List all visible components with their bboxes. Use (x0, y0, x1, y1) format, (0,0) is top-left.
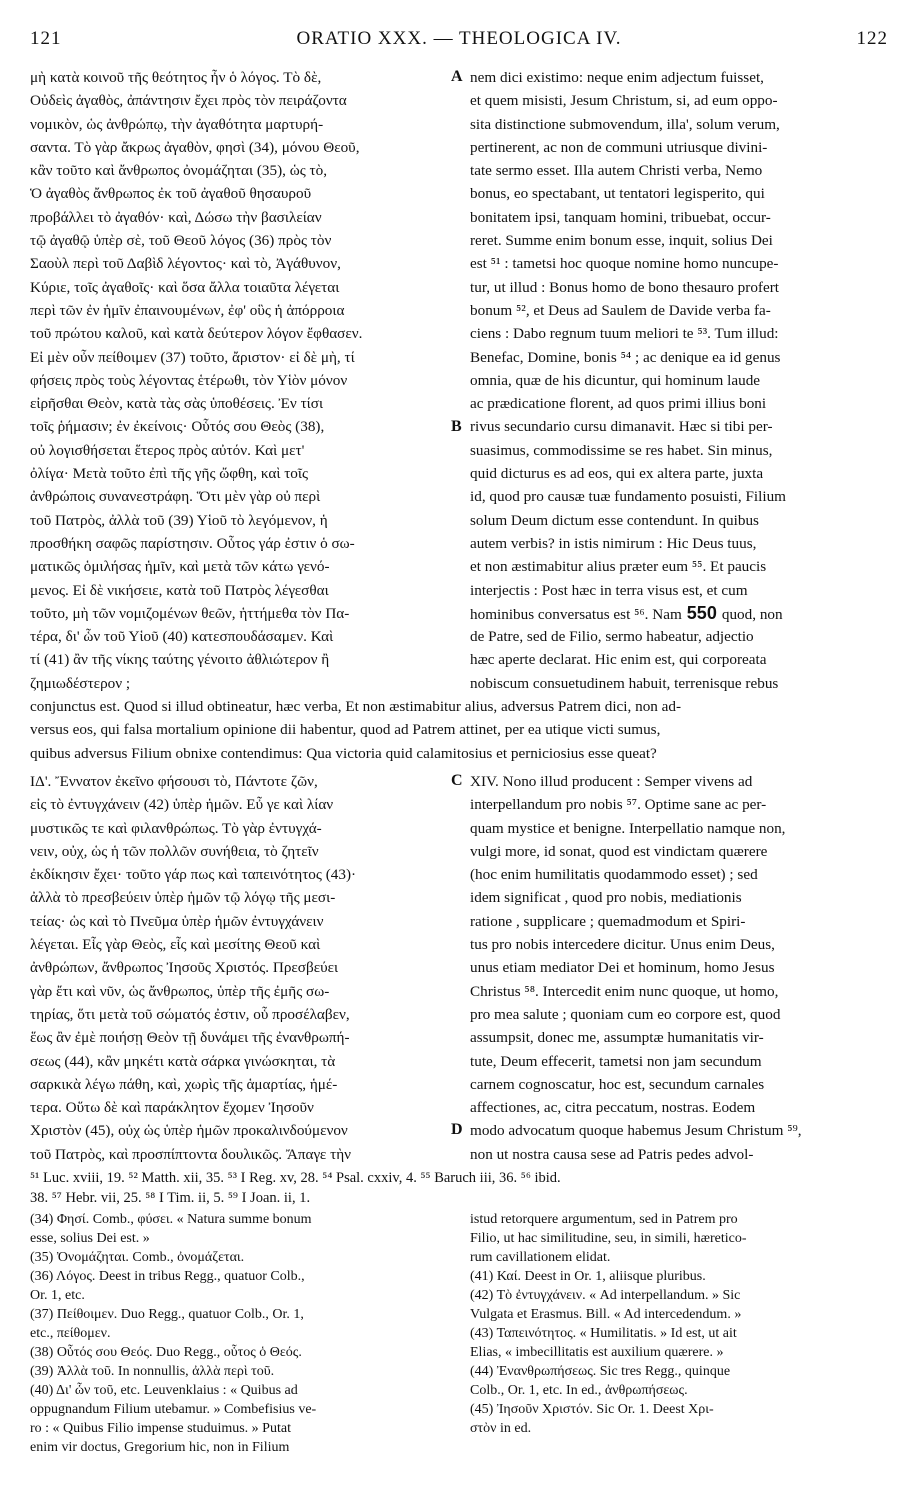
latin-text-line: bonum ⁵², et Deus ad Saulem de Davide verba fa- (470, 301, 771, 319)
greek-text-line: τί (41) ἂν τῆς νίκης ταύτης γένοιτο ἀθλιώτερον ἢ (30, 651, 330, 669)
footnote-line: istud retorquere argumentum, sed in Patrem pro (470, 1212, 738, 1227)
footnote-line: esse, solius Dei est. » (30, 1231, 150, 1246)
greek-text-line: τερα. Οὕτω δὲ καὶ παράκλητον ἔχομεν Ἰησοῦν (30, 1099, 314, 1117)
greek-text-line: μενος. Εἰ δὲ νικήσειε, κατὰ τοῦ Πατρὸς λέγεσθαι (30, 581, 329, 599)
latin-text-line: ciens : Dabo regnum tuum meliori te ⁵³. Tum illud: (470, 325, 779, 343)
greek-text-line: περὶ τῶν ἐν ἡμῖν ἐπαινουμένων, ἐφ' οὓς ἡ ἀπόρροια (30, 301, 345, 319)
latin-text-line: non ut nostra causa sese ad Patris pedes advol- (470, 1145, 754, 1163)
latin-text-line: interjectis : Post hæc in terra visus est, et cum (470, 581, 748, 599)
footnote-line: enim vir doctus, Gregorium hic, non in Filium (30, 1440, 290, 1455)
latin-text-line: nem dici existimo: neque enim adjectum fuisset, (470, 69, 764, 86)
latin-text-fragment: quod, non (721, 605, 783, 623)
latin-text-line: carnem cognoscatur, hoc est, secundum carnales (470, 1075, 765, 1093)
latin-text-line: ac prædicatione florent, ad quos primi illius boni (470, 395, 767, 413)
greek-text-line: ἐκδίκησιν ἔχει· τοῦτο γάρ πως καὶ ταπεινότητος (43)· (30, 866, 357, 884)
greek-text-line: μυστικῶς τε καὶ φιλανθρώπως. Τὸ γὰρ ἐντυγχά- (30, 819, 322, 837)
greek-text-line: Χριστὸν (45), οὐχ ὡς ὑπὲρ ἡμῶν προκαλινδούμενον (30, 1122, 348, 1140)
latin-text-line: tur, ut illud : Bonus homo de bono thesauro profert (470, 278, 780, 296)
latin-text-line: tute, Deum effecerit, tametsi non jam secundum (470, 1052, 762, 1070)
greek-text-line: ἕως ἂν ἐμὲ ποιήσῃ Θεὸν τῇ δυνάμει τῆς ἐνανθρωπή- (30, 1029, 350, 1047)
greek-text-line: προβάλλει τὸ ἀγαθόν· καὶ, Δώσω τὴν βασιλείαν (30, 208, 322, 226)
greek-text-line: ὀλίγα· Μετὰ τοῦτο ἐπὶ τῆς γῆς ὤφθη, καὶ τοῖς (30, 465, 308, 483)
latin-text-line: de Patre, sed de Filio, sermo habeatur, adjectio (470, 628, 754, 646)
latin-column-1 (470, 66, 885, 695)
greek-text-line: τοῖς ῥήμασιν; ἐν ἐκείνοις· Οὗτός σου Θεὸς (38), (30, 418, 325, 436)
column-number: 550 (681, 602, 722, 623)
latin-text-line: unus etiam mediator Dei et hominum, homo Jesus (470, 959, 775, 977)
footnote-line: (39) Ἀλλὰ τοῦ. In nonnullis, ἀλλὰ περὶ τοῦ. (30, 1364, 275, 1379)
footnote-line: (44) Ἐνανθρωπήσεως. Sic tres Regg., quinque (470, 1364, 731, 1379)
greek-text-line: Ὁ ἀγαθὸς ἄνθρωπος ἐκ τοῦ ἀγαθοῦ θησαυροῦ (30, 185, 312, 203)
greek-text-line: Κύριε, τοῖς ἀγαθοῖς· καὶ ὅσα ἄλλα τοιαῦτα λέγεται (30, 278, 340, 296)
latin-text-line: tate sermo esset. Illa autem Christi verba, Nemo (470, 162, 763, 180)
greek-text-line: ἀνθρώποις συνανεστράφη. Ὅτι μὲν γὰρ οὐ περὶ (30, 488, 321, 506)
latin-text-line: pro mea salute ; quoniam cum eo corpore est, quod (470, 1005, 781, 1023)
greek-text-line: κἂν τοῦτο καὶ ἄνθρωπος ὀνομάζηται (35), ὡς τὸ, (30, 162, 328, 180)
latin-text-line: quam mystice et benigne. Interpellatio namque non, (470, 819, 786, 837)
greek-text-line: οὐ λογισθήσεται ἕτερος πρὸς αὐτόν. Καὶ μετ' (30, 441, 305, 459)
greek-text-line: σεως (44), κἂν μηκέτι κατὰ σάρκα γινώσκηται, τὰ (30, 1052, 336, 1070)
latin-text-line: assumpsit, donec me, assumptæ humanitatis vir- (470, 1029, 764, 1047)
page-number-right: 122 (856, 28, 888, 49)
greek-text-line: τῷ ἀγαθῷ ὑπὲρ σὲ, τοῦ Θεοῦ λόγος (36) πρὸς τὸν (30, 232, 332, 250)
footnote-line: Or. 1, etc. (30, 1288, 85, 1303)
footnote-line: στὸν in ed. (470, 1421, 532, 1436)
greek-text-line: ζημιωδέστερον ; (30, 674, 131, 692)
footnote-line: Vulgata et Erasmus. Bill. « Ad intercedendum. » (470, 1307, 742, 1322)
greek-text-line: Σαοὺλ περὶ τοῦ Δαβὶδ λέγοντος· καὶ τὸ, Ἀγάθυνον, (30, 255, 341, 273)
footnote-line: (37) Πείθοιμεν. Duo Regg., quatuor Colb., Or. 1, (30, 1307, 304, 1322)
full-width-text-line: versus eos, qui falsa mortalium opinione dii habentur, quod ad Patrem attinet, per ea utique victi sumus, (30, 721, 661, 739)
greek-text-line: ΙΔ'. Ἔννατον ἐκεῖνο φήσουσι τὸ, Πάντοτε ζῶν, (30, 773, 318, 790)
latin-text-line: reret. Summe enim bonum esse, inquit, solius Dei (470, 232, 773, 250)
latin-text-line: ratione , supplicare ; quemadmodum et Spiri- (470, 912, 746, 930)
margin-marker-c: C (451, 772, 463, 789)
greek-text-line: τοῦ Πατρὸς, καὶ προσπίπτοντα δουλικῶς. Ἄπαγε τὴν (30, 1145, 352, 1163)
latin-text-line: solum Deum dictum esse contendunt. In quibus (470, 511, 759, 529)
latin-text-line: et quem misisti, Jesum Christum, si, ad eum oppo- (470, 92, 778, 110)
scripture-reference-line: ⁵¹ Luc. xviii, 19. ⁵² Matth. xii, 35. ⁵³ I Reg. xv, 28. ⁵⁴ Psal. cxxiv, 4. ⁵⁵ Baruch iii, 36. ⁵⁶ ibid. (30, 1170, 561, 1186)
latin-text-line: et non æstimabitur alius præter eum ⁵⁵. Et paucis (470, 558, 767, 576)
latin-text-line: bonitatem ipsi, tanquam homini, tribuebat, occur- (470, 208, 771, 226)
running-title: ORATIO XXX. — THEOLOGICA IV. (296, 28, 622, 49)
greek-text-line: λέγεται. Εἷς γὰρ Θεὸς, εἷς καὶ μεσίτης Θεοῦ καὶ (30, 936, 321, 954)
greek-text-line: φήσεις πρὸς τοὺς λέγοντας ἑτέρωθι, τὸν Υἱὸν μόνον (30, 371, 348, 389)
full-width-text-line: quibus adversus Filium obnixe contendimus: Qua victoria quid calamitosius et perniciosius esse queat? (30, 744, 657, 762)
latin-text-line: pertinerent, ac non de communi utriusque divini- (470, 138, 768, 156)
footnote-line: rum cavillationem elidat. (470, 1250, 611, 1265)
greek-text-line: νειν, οὐχ, ὡς ἡ τῶν πολλῶν συνήθεια, τὸ ζητεῖν (30, 842, 319, 860)
footnote-line: oppugnandum Filium utebamur. » Combefisius ve- (30, 1402, 317, 1417)
greek-text-line: ματικῶς ὁμιλήσας ἡμῖν, καὶ μετὰ τῶν κάτω γενό- (30, 558, 330, 576)
footnote-line: (43) Ταπεινότητος. « Humilitatis. » Id est, ut ait (470, 1326, 737, 1341)
greek-text-line: εἰρῆσθαι Θεὸν, κατὰ τὰς σὰς ὑποθέσεις. Ἐν τίσι (30, 395, 324, 413)
latin-text-line: autem verbis? in istis nimirum : Hic Deus tuus, (470, 534, 757, 552)
greek-column-2 (30, 770, 448, 1166)
page-number-left: 121 (30, 28, 62, 49)
scripture-reference-line: 38. ⁵⁷ Hebr. vii, 25. ⁵⁸ I Tim. ii, 5. ⁵⁹ I Joan. ii, 1. (30, 1190, 311, 1206)
greek-text-line: τοῦ Πατρὸς, ἀλλὰ τοῦ (39) Υἱοῦ τὸ λεγόμενον, ἡ (30, 511, 328, 529)
latin-text-line: id, quod pro causæ tuæ fundamento posuisti, Filium (470, 488, 786, 506)
latin-text-line: tus pro nobis intercedere dicitur. Unus enim Deus, (470, 936, 775, 954)
latin-text-line: XIV. Nono illud producent : Semper vivens ad (470, 773, 753, 790)
latin-text-line: Christus ⁵⁸. Intercedit enim nunc quoque, ut homo, (470, 982, 779, 1000)
greek-text-line: Εἰ μὲν οὖν πείθοιμεν (37) τοῦτο, ἄριστον· εἰ δὲ μὴ, τί (30, 348, 355, 366)
latin-text-line: idem significat , quod pro nobis, mediationis (470, 889, 742, 907)
footnote-line: Filio, ut hac similitudine, seu, in simili, hæretico- (470, 1231, 747, 1246)
latin-text-line: Benefac, Domine, bonis ⁵⁴ ; ac denique ea id genus (470, 348, 781, 366)
margin-marker-b: B (451, 418, 462, 435)
greek-text-line: τηρίας, ὅτι μετὰ τοῦ σώματός ἐστιν, οὗ προσέλαβεν, (30, 1005, 350, 1023)
latin-text-line: (hoc enim humilitatis quodammodo esset) ; sed (470, 866, 758, 884)
greek-text-line: εἰς τὸ ἐντυγχάνειν (42) ὑπὲρ ἡμῶν. Εὖ γε καὶ λίαν (30, 796, 334, 814)
latin-text-line: interpellandum pro nobis ⁵⁷. Optime sane ac per- (470, 796, 767, 814)
latin-column-2 (470, 770, 885, 1166)
footnote-line: (35) Ὀνομάζηται. Comb., ὀνομάζεται. (30, 1250, 245, 1265)
latin-text-line: est ⁵¹ : tametsi hoc quoque nomine homo nuncupe- (470, 255, 779, 273)
footnote-line: (42) Τὸ ἐντυγχάνειν. « Ad interpellandum. » Sic (470, 1288, 741, 1303)
greek-text-line: τείας· ὡς καὶ τὸ Πνεῦμα ὑπὲρ ἡμῶν ἐντυγχάνειν (30, 912, 324, 930)
latin-text-line: affectiones, ac, citra peccatum, nostras. Eodem (470, 1099, 756, 1117)
greek-text-line: μὴ κατὰ κοινοῦ τῆς θεότητος ἦν ὁ λόγος. Τὸ δὲ, (30, 69, 322, 86)
footnote-line: (40) Δι' ὧν τοῦ, etc. Leuvenklaius : « Quibus ad (30, 1383, 298, 1398)
latin-full-width-text (30, 695, 885, 765)
latin-text-line: bonus, eo spectabant, ut tentatori legisperito, qui (470, 185, 765, 203)
greek-text-line: γὰρ ἔτι καὶ νῦν, ὡς ἄνθρωπος, ὑπὲρ τῆς ἐμῆς σω- (30, 982, 330, 1000)
greek-text-line: προσθήκη σαφῶς παρίστησιν. Οὗτος γάρ ἐστιν ὁ σω- (30, 534, 355, 552)
footnote-line: (45) Ἰησοῦν Χριστόν. Sic Or. 1. Deest Χρι- (470, 1402, 714, 1417)
footnote-line: (38) Οὗτός σου Θεός. Duo Regg., οὗτος ὁ Θεός. (30, 1345, 302, 1360)
footnote-line: Colb., Or. 1, etc. In ed., ἀνθρωπήσεως. (470, 1383, 688, 1398)
latin-text-line: nobiscum consuetudinem habuit, terrenisque rebus (470, 674, 779, 692)
greek-text-line: σαντα. Τὸ γὰρ ἄκρως ἀγαθὸν, φησὶ (34), μόνου Θεοῦ, (30, 138, 360, 156)
footnote-line: etc., πείθομεν. (30, 1326, 111, 1341)
footnote-line: ro : « Quibus Filio impense studuimus. » Putat (30, 1421, 291, 1436)
latin-text-line: suasimus, commodissime se res habet. Sin minus, (470, 441, 773, 459)
footnotes-right (470, 1210, 888, 1438)
greek-text-line: νομικὸν, ὡς ἀνθρώπῳ, τὴν ἀγαθότητα μαρτυρή- (30, 115, 324, 133)
greek-column-1 (30, 66, 448, 695)
footnote-line: (41) Καί. Deest in Or. 1, aliisque pluribus. (470, 1269, 706, 1284)
greek-text-line: σαρκικὰ λέγω πάθη, καὶ, χωρὶς τῆς ἁμαρτίας, ἡμέ- (30, 1075, 338, 1093)
latin-text-line: hæc aperte declarat. Hic enim est, qui corporeata (470, 651, 767, 669)
latin-text-line: rivus secundario cursu dimanavit. Hæc si tibi per- (470, 418, 773, 436)
greek-text-line: τέρα, δι' ὧν τοῦ Υἱοῦ (40) κατεσπουδάσαμεν. Καὶ (30, 628, 334, 646)
margin-marker-a: A (451, 68, 463, 85)
greek-text-line: ἀλλὰ τὸ πρεσβεύειν ὑπὲρ ἡμῶν τῷ λόγῳ τῆς μεσι- (30, 889, 336, 907)
latin-text-line: hominibus conversatus est ⁵⁶. Nam 550 quod, non (470, 602, 783, 623)
footnotes-left (30, 1210, 450, 1457)
greek-text-line: τοῦ πρώτου καλοῦ, καὶ κατὰ δεύτερον λόγον ἔφθασεν. (30, 325, 363, 343)
latin-text-line: vulgi more, id sonat, quod est vindictam quærere (470, 842, 768, 860)
margin-marker-d: D (451, 1121, 463, 1138)
footnote-line: (36) Λόγος. Deest in tribus Regg., quatuor Colb., (30, 1269, 305, 1284)
latin-text-line: modo advocatum quoque habemus Jesum Christum ⁵⁹, (470, 1122, 802, 1140)
latin-text-line: sita distinctione submovendum, illa', solum verum, (470, 115, 780, 133)
scripture-references (30, 1168, 885, 1208)
footnote-line: Elias, « imbecillitatis est auxilium quærere. » (470, 1345, 724, 1360)
greek-text-line: τοῦτο, μὴ τῶν νομιζομένων θεῶν, ἡττήμεθα τὸν Πα- (30, 604, 350, 622)
footnote-line: (34) Φησί. Comb., φύσει. « Natura summe bonum (30, 1212, 312, 1227)
greek-text-line: ἀνθρώπων, ἄνθρωπος Ἰησοῦς Χριστός. Πρεσβεύει (30, 959, 339, 977)
running-header (30, 28, 888, 54)
greek-text-line: Οὐδεὶς ἀγαθὸς, ἀπάντησιν ἔχει πρὸς τὸν πειράζοντα (30, 92, 347, 110)
latin-text-line: quid dicturus es ad eos, qui ex altera parte, juxta (470, 465, 764, 483)
latin-text-line: omnia, quæ de his dicuntur, qui hominum laude (470, 371, 761, 389)
full-width-text-line: conjunctus est. Quod si illud obtineatur, hæc verba, Et non æstimabitur alius, adversus Patrem dici, non ad- (30, 698, 682, 715)
